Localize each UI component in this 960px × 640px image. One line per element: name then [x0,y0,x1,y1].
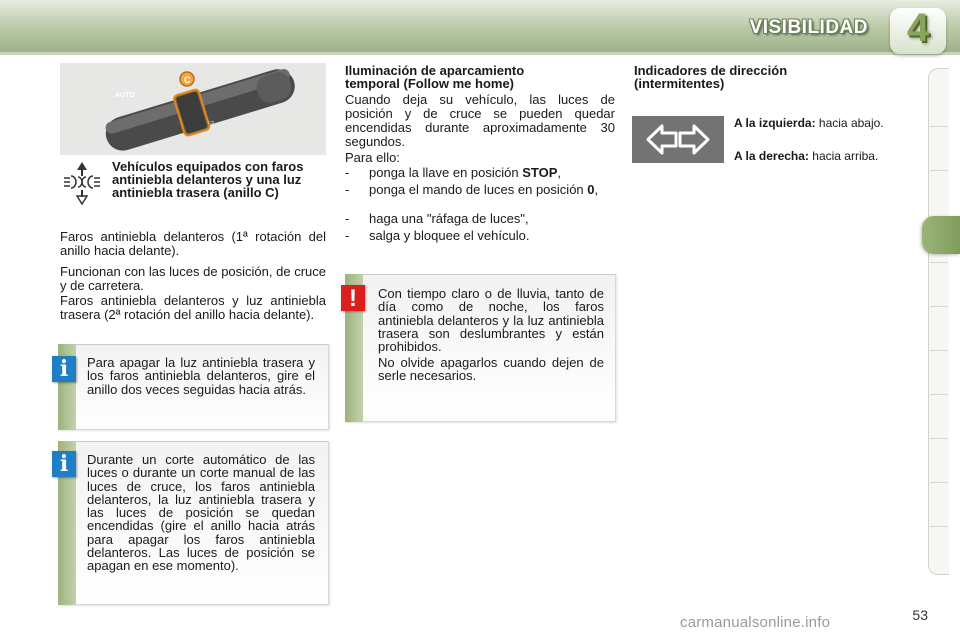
indicator-arrows-image [632,116,724,163]
follow-me-paragraph-1: Cuando deja su vehículo, las luces de posición y de cruce se pueden quedar encendidas durante aproximadamente 30 segundos. [345,92,615,149]
fog-lamp-icon [62,160,102,206]
indicators-title: Indicadores de dirección (intermitentes) [634,63,788,91]
svg-text:C: C [184,75,191,85]
info-icon: i [52,356,76,382]
tab-divider [930,394,948,395]
info-icon: i [52,451,76,477]
warning-paragraph-1: Con tiempo claro o de lluvia, tanto de día como de noche, los faros antiniebla delanteros y la luz antiniebla trasera son deslumbrantes y están prohibidos. [378,286,604,355]
tab-divider [930,526,948,527]
follow-me-title: Iluminación de aparcamiento temporal (Follow me home) [345,63,525,91]
tab-divider [930,306,948,307]
chapter-number: 4 [906,6,930,50]
indicator-left-value: hacia abajo. [818,116,884,130]
indicator-right-value: hacia arriba. [812,149,879,163]
fog-paragraph-2: Funcionan con las luces de posición, de cruce y de carretera. [60,264,326,293]
follow-me-paragraph-2: Para ello: [345,150,400,165]
tab-divider [930,170,948,171]
svg-text:AUTO: AUTO [115,92,135,99]
page-title: VISIBILIDAD [749,17,868,38]
indicator-right-label: A la derecha: [734,149,809,163]
tab-divider [930,438,948,439]
indicator-right-row [734,150,878,163]
warning-icon: ! [341,285,365,311]
watermark: carmanualsonline.info [680,614,831,631]
chapter-tab-strip [928,68,949,575]
indicator-left-label: A la izquierda: [734,116,816,130]
info-note-2-text: Durante un corte automático de las luces o durante un corte manual de las luces de cruce, los faros antiniebla delanteros, la luz antiniebla trasera y las luces de posición se quedan encendidas (gire el anillo hacia atrás para apagar los faros antiniebla delanteros. Las luces de posición se apagan en ese momento). [87,452,315,574]
svg-text:☼: ☼ [122,110,129,117]
chapter-tab-active[interactable] [922,216,960,254]
page-number: 53 [912,607,928,623]
tab-divider [930,350,948,351]
indicator-left-row [734,117,884,130]
svg-text:⇨: ⇨ [208,118,215,127]
fog-section-title: Vehículos equipados con faros antiniebla delanteros y una luz antiniebla trasera (anillo C) [112,159,304,200]
indicator-arrows-icon [632,116,724,163]
light-stalk-image [60,63,326,155]
fog-paragraph-3: Faros antiniebla delanteros y luz antiniebla trasera (2ª rotación del anillo hacia delante). [60,293,326,322]
tab-divider [930,126,948,127]
fog-paragraph-1: Faros antiniebla delanteros (1ª rotación del anillo hacia delante). [60,229,326,258]
warning-paragraph-2: No olvide apagarlos cuando dejen de serle necesarios. [378,355,604,384]
tab-divider [930,482,948,483]
info-note-1-text: Para apagar la luz antiniebla trasera y los faros antiniebla delanteros, gire el anillo dos veces seguidas hacia atrás. [87,355,315,397]
tab-divider [930,262,948,263]
light-stalk-icon [60,63,326,155]
